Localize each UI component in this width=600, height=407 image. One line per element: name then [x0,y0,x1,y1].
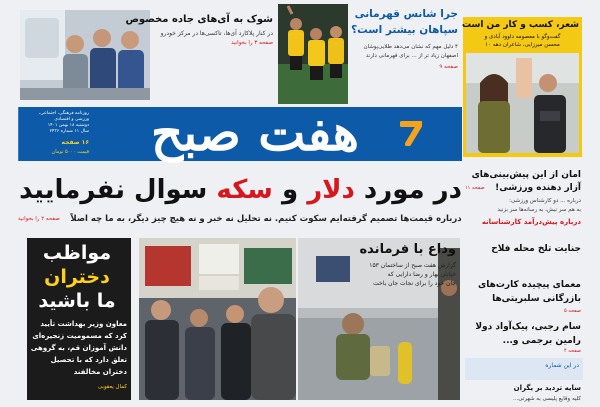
top-middle-page-ref: صفحه ۹ [439,64,458,70]
main-headline-coin: سکه [216,175,273,205]
left-dark-box [27,238,131,400]
main-headline [20,173,462,207]
right-bottom-box [465,358,583,380]
top-left-deck: در کنار پلاکارد آی‌ها، تاکسی‌ها در مرکز خودرو [160,30,273,37]
left-body-1: معاون وزیر بهداشت تأیید [40,320,127,328]
masthead-info-1: روزنامه فرهنگی، اجتماعی، [38,111,89,116]
left-headline-1: مواظب [42,242,112,264]
right-bottom-label: در این شماره [545,362,579,369]
right-h3-ref: صفحه ۴ [564,348,581,354]
photo-poets [466,53,579,153]
masthead-info-box [18,107,90,161]
top-left-headline: شوک به آی‌های جاده مخصوص [125,14,273,25]
masthead-info-2: ورزشی و اقتصادی [54,117,89,122]
main-headline-pre: در مورد [363,175,462,205]
photo-street-crowd [139,238,296,400]
firefighter-headline: وداع با فرمانده [359,242,456,257]
left-body-4: تعلق دارد که با تحصیل [50,356,127,364]
right-bottom-text-1: سایه تردید بر یگران [513,384,581,392]
right-bottom-text-2: کلیه وقایع پلیسی به شهرتی... [513,396,581,402]
masthead-pages: ۱۶ صفحه [61,139,89,146]
firefighter-deck-1: گزارش هفت صبح از ساختمان ۱۵۳ [369,262,456,269]
right-h2-line1: جنایت تلخ محله فلاح [491,244,581,254]
right-column [465,166,583,356]
top-middle-deck-1: ۴ دلیل مهم که نشان می‌دهد طلایی‌پوشان [363,44,458,50]
masthead-logo: هفت صبح [151,103,359,162]
poets-feature-deck-2: محسن میرزایی، شاعران دهه ۱۰ [485,42,560,48]
main-headline-dollar: دلار [307,175,355,205]
right-h3-line1: سام رجبی، پیک‌آواد دولا [475,322,581,332]
main-page-ref: صفحه ۲ را بخوانید [18,216,60,222]
firefighter-deck-3: جان خود را برای نجات جان باخت [373,280,456,287]
right-s2: به هم سر نیش، به رسانه‌ها سر بزنید [497,207,581,213]
poets-feature-deck-1: گفت‌وگو با معصومه داوود آبادی و [484,34,561,40]
left-headline-3: ما باشید [38,290,116,312]
right-h1-line2: آزار دهنده ورزشی! [495,183,581,193]
right-h2-ref: صفحه ۵ [564,308,581,314]
left-caption: کمال یعقوبی [97,384,127,390]
left-headline-2: دختران [44,266,110,288]
right-h2-line2: معمای پیچیده کارت‌های [477,280,581,290]
top-middle-deck-2: اصفهان زیاد تر از ... برای قهرمانی دارند [365,53,458,59]
left-body-3: دانش آموزان قم، به گروهی [30,344,127,352]
photo-football-players [278,4,348,104]
right-h1-ref: صفحه ۱۱ [465,185,485,191]
masthead-date: دوشنبه ۱۸ بهمن ۱۴۰۱ [47,123,89,128]
top-middle-headline-1: جرا شانس قهرمانی [354,8,458,20]
top-left-page-ref: صفحه ۳ را بخوانید [231,40,273,46]
logo-accent-mark [400,120,422,146]
right-h2-line3: بازرگانی سلبریتی‌ها [492,294,581,304]
left-body-5: دختران مخالفند [73,368,127,376]
left-body-2: کرد که مسمومیت زنجیره‌ای [32,332,127,340]
top-middle-headline-2: سپاهان بیشتر است؟ [351,24,458,36]
right-s3: درباره پیش‌درآمد کارشناسانه [481,218,581,226]
poets-feature-title: شعر، کسب و کار من است [461,20,579,30]
masthead-issue: سال ۱۱ شماره ۲۴۳۶ [49,129,89,134]
right-h1-line1: امان از این پیش‌بینی‌های [471,170,581,180]
main-headline-and: و [281,175,299,205]
firefighter-deck-2: خیابان بهار و رضا دارایی که [387,271,456,278]
main-deck: درباره قیمت‌ها تصمیم گرفته‌ایم سکوت کنیم. نه تحلیل نه خبر و نه هیچ چیز دیگر، به ما چه اصلاً [70,214,462,224]
main-headline-post: سوال نفرمایید [19,175,208,205]
right-s1: درباره ... دو کارشناس ورزشی: [509,198,581,204]
masthead-price: قیمت ۵۰۰۰ تومان [51,149,89,155]
poets-feature-box [463,17,582,157]
right-h3-line2: رامین برجمی و... [502,336,581,346]
